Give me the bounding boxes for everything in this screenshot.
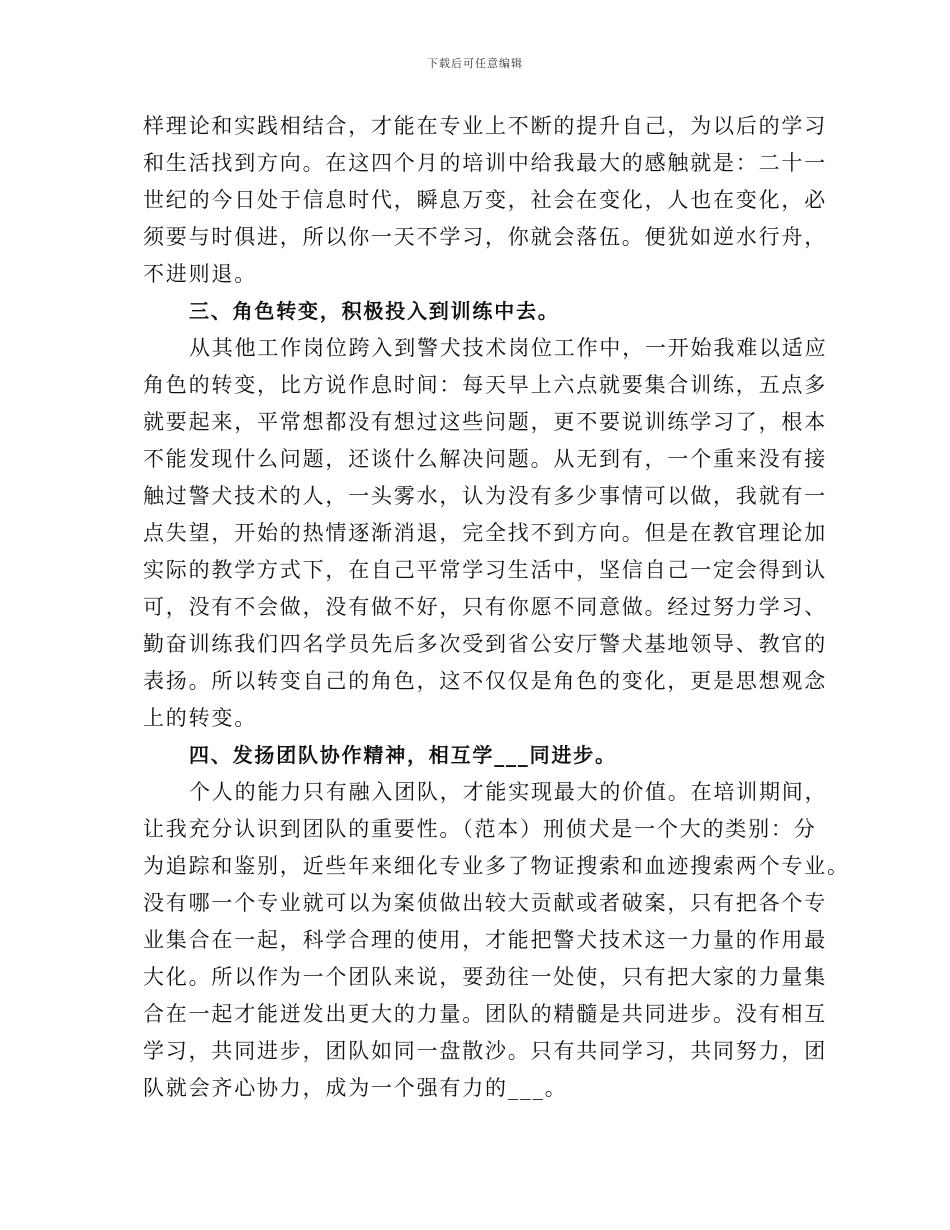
text-line: 学习，共同进步，团队如同一盘散沙。只有共同学习，共同努力，团	[143, 1039, 827, 1063]
text-line: 合在一起才能迸发出更大的力量。团队的精髓是共同进步。没有相互	[143, 1002, 827, 1026]
text-line: 世纪的今日处于信息时代，瞬息万变，社会在变化，人也在变化，必	[143, 188, 827, 212]
text-line: 实际的教学方式下，在自己平常学习生活中，坚信自己一定会得到认	[143, 558, 827, 582]
text-line: 样理论和实践相结合，才能在专业上不断的提升自己，为以后的学习	[143, 114, 827, 138]
text-line: 队就会齐心协力，成为一个强有力的___。	[143, 1076, 568, 1100]
text-line: 勤奋训练我们四名学员先后多次受到省公安厅警犬基地领导、教官的	[143, 632, 827, 656]
page-header: 下载后可任意编辑	[427, 57, 523, 70]
text-line: 点失望，开始的热情逐渐消退，完全找不到方向。但是在教官理论加	[143, 521, 827, 545]
paragraph-start: 从其他工作岗位跨入到警犬技术岗位工作中，一开始我难以适应	[189, 336, 828, 360]
section-heading-4: 四、发扬团队协作精神，相互学___同进步。	[189, 743, 617, 767]
text-line: 不能发现什么问题，还谈什么解决问题。从无到有，一个重来没有接	[143, 447, 827, 471]
text-line: 须要与时俱进，所以你一天不学习，你就会落伍。便犹如逆水行舟，	[143, 225, 827, 249]
text-line: 上的转变。	[143, 706, 257, 730]
text-line: 就要起来，平常想都没有想过这些问题，更不要说训练学习了，根本	[143, 410, 827, 434]
paragraph-start: 个人的能力只有融入团队，才能实现最大的价值。在培训期间，	[189, 780, 828, 804]
text-line: 没有哪一个专业就可以为案侦做出较大贡献或者破案，只有把各个专	[143, 891, 827, 915]
text-line: 触过警犬技术的人，一头雾水，认为没有多少事情可以做，我就有一	[143, 484, 827, 508]
text-line: 大化。所以作为一个团队来说，要劲往一处使，只有把大家的力量集	[143, 965, 827, 989]
text-line: 可，没有不会做，没有做不好，只有你愿不同意做。经过努力学习、	[143, 595, 827, 619]
text-line: 角色的转变，比方说作息时间：每天早上六点就要集合训练，五点多	[143, 373, 827, 397]
text-line: 表扬。所以转变自己的角色，这不仅仅是角色的变化，更是思想观念	[143, 669, 827, 693]
document-body	[143, 108, 850, 1107]
text-line: 和生活找到方向。在这四个月的培训中给我最大的感触就是：二十一	[143, 151, 827, 175]
section-heading-3: 三、角色转变，积极投入到训练中去。	[189, 299, 560, 323]
text-line: 不进则退。	[143, 262, 257, 286]
text-line: 业集合在一起，科学合理的使用，才能把警犬技术这一力量的作用最	[143, 928, 827, 952]
text-line: 让我充分认识到团队的重要性。（范本）刑侦犬是一个大的类别：分	[143, 817, 817, 841]
text-line: 为追踪和鉴别，近些年来细化专业多了物证搜索和血迹搜索两个专业。	[143, 854, 850, 878]
